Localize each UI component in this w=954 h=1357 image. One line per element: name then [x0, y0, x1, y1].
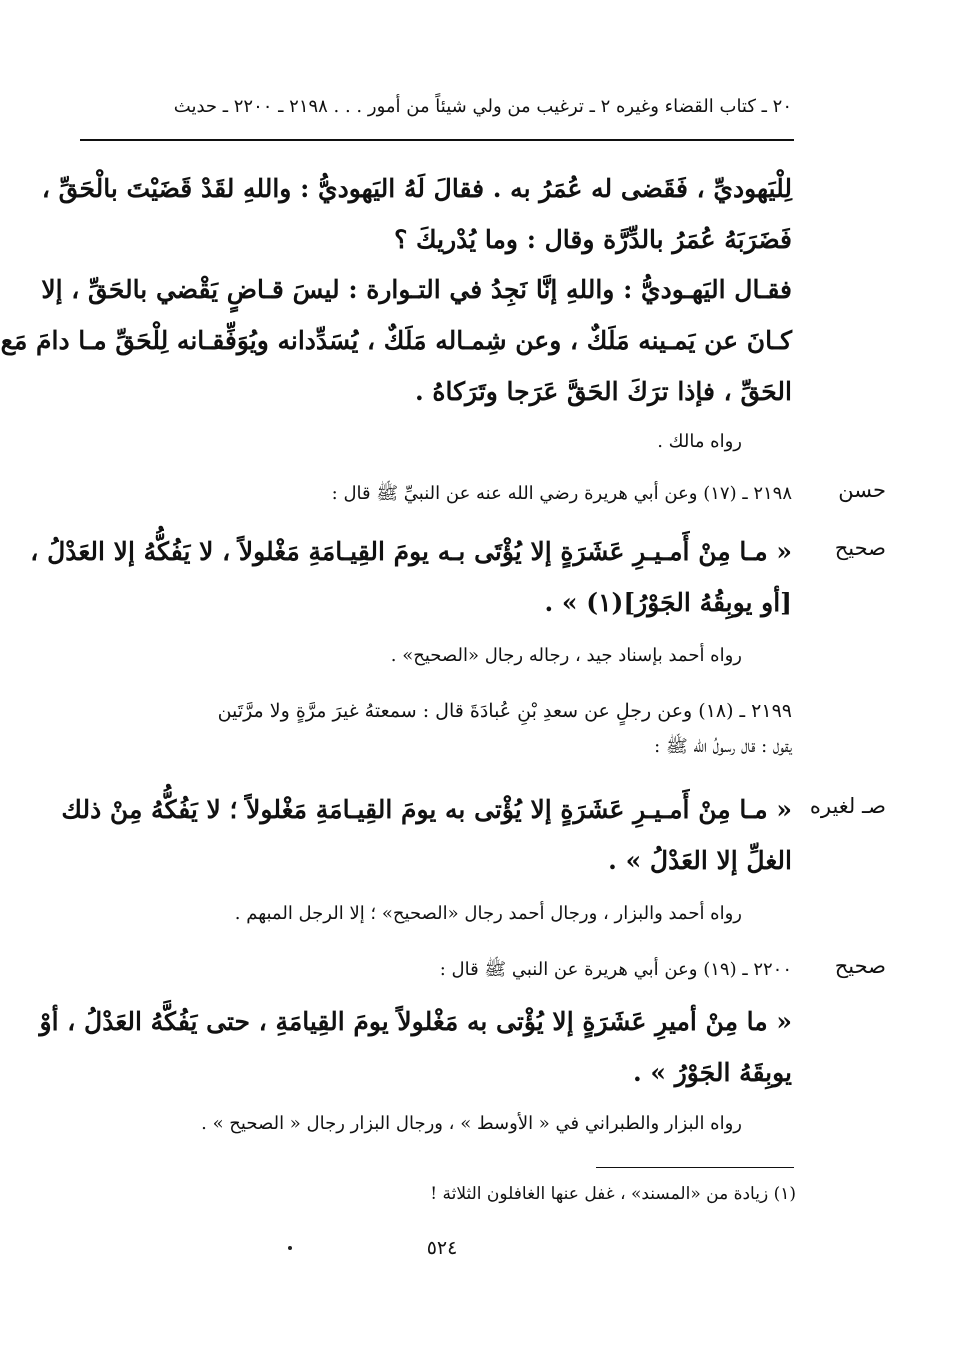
page-number: ٥٢٤ [426, 1237, 458, 1259]
intro-line: يقول : قال رسولُ الله ﷺ : [654, 736, 792, 757]
hadith-line: الغلِّ إلا العَدْلُ » . [608, 846, 792, 875]
grade-label: صـ لغيره [809, 794, 886, 818]
grade-label: صحيح [834, 954, 886, 978]
hadith-2198-source: رواه أحمد بإسناد جيد ، رجاله رجال «الصحيح» . [390, 645, 742, 666]
hadith-line: [أو يوبِقُهُ الجَوْرُ](١) » . [544, 588, 792, 617]
passage-line: فَضَرَبَهُ عُمَرُ بالدِّرَّة وقال : وما يُدْريكَ ؟ [394, 225, 792, 254]
source-malik: رواه مالك . [657, 431, 742, 452]
hadith-2200-intro: ٢٢٠٠ ـ (١٩) وعن أبي هريرة عن النبي ﷺ قال : [439, 959, 792, 980]
passage-line: الحَقِّ ، فإذا ترَكَ الحَقَّ عَرَجا وتَرَكاهُ . [414, 377, 792, 406]
hadith-2200-source: رواه البزار والطبراني في « الأوسط » ، ورجال البزار رجال « الصحيح » . [201, 1113, 742, 1134]
hadith-line: يوبِقَهُ الجَوْرُ » . [632, 1058, 792, 1087]
hadith-line: « مـا مِنْ أَمـيـرِ عَشَرَةٍ إلا يُؤْتَى بـه يومَ القِيـامَةِ مَغْلولاً ، لا يَفُكُّهُ إلا العَدْلُ ، [30, 537, 792, 566]
hadith-2199-text [62, 784, 792, 886]
grade-label: حسن [838, 478, 886, 502]
passage-tawrat [0, 264, 792, 417]
passage-line: فقـال اليَهـوديُّ : واللهِ إنَّا نَجِدُ في التـوارة : ليسَ قـاضٍ يَقْضي بالحَقِّ ، إلا [41, 275, 792, 304]
grade-label: صحيح [834, 536, 886, 560]
passage-line: لِلْيَهوديِّ ، فَقَضى له عُمَرُ به . فقالَ لَهُ اليَهوديُّ : واللهِ لقَدْ قَضَيْتَ بالْحَقِّ ، [41, 174, 792, 203]
hadith-2198-text [30, 526, 792, 628]
header-rule [80, 139, 794, 141]
running-header: ٢٠ ـ كتاب القضاء وغيره ٢ ـ ترغيب من ولي شيئاً من أمور . . . ٢١٩٨ ـ ٢٢٠٠ ـ حديث [173, 96, 792, 117]
intro-line: ٢١٩٩ ـ (١٨) وعن رجلٍ عن سعدِ بْنِ عُبادَةَ قال : سمعتهُ غيرَ مرَّةٍ ولا مرَّتَين [217, 700, 792, 722]
stray-mark [288, 1246, 292, 1250]
hadith-line: « مـا مِنْ أَمـيـرِ عَشَرَةٍ إلا يُؤْتى به يومَ القِيـامَةِ مَغْلولاً ؛ لا يَفُكُّهُ مِنْ ذلك [61, 795, 792, 824]
footnote: (١) زيادة من «المسند» ، غفل عنها الغافلون الثلاثة ! [430, 1184, 796, 1204]
hadith-2199-source: رواه أحمد والبزار ، ورجال أحمد رجال «الصحيح» ؛ إلا الرجل المبهم . [234, 903, 742, 924]
hadith-2198-intro: ٢١٩٨ ـ (١٧) وعن أبي هريرة رضي الله عنه عن النبيِّ ﷺ قال : [331, 483, 792, 504]
footnote-rule [596, 1167, 794, 1168]
passage-line: كـانَ عن يَمـينه مَلَكٌ ، وعن شِمـاله مَلَكٌ ، يُسَدِّدانه ويُوَفِّقـانه لِلْحَقِّ مـا دامَ مَع [0, 326, 792, 355]
hadith-2200-text [39, 996, 792, 1098]
hadith-line: « ما مِنْ أميرِ عَشَرَةٍ إلا يُؤْتى به مَغْلولاً يومَ القِيامَةِ ، حتى يَفُكَّهُ العَدْلُ ، أوْ [39, 1007, 792, 1036]
passage-continuation [41, 163, 792, 265]
hadith-2199-intro [62, 690, 792, 762]
